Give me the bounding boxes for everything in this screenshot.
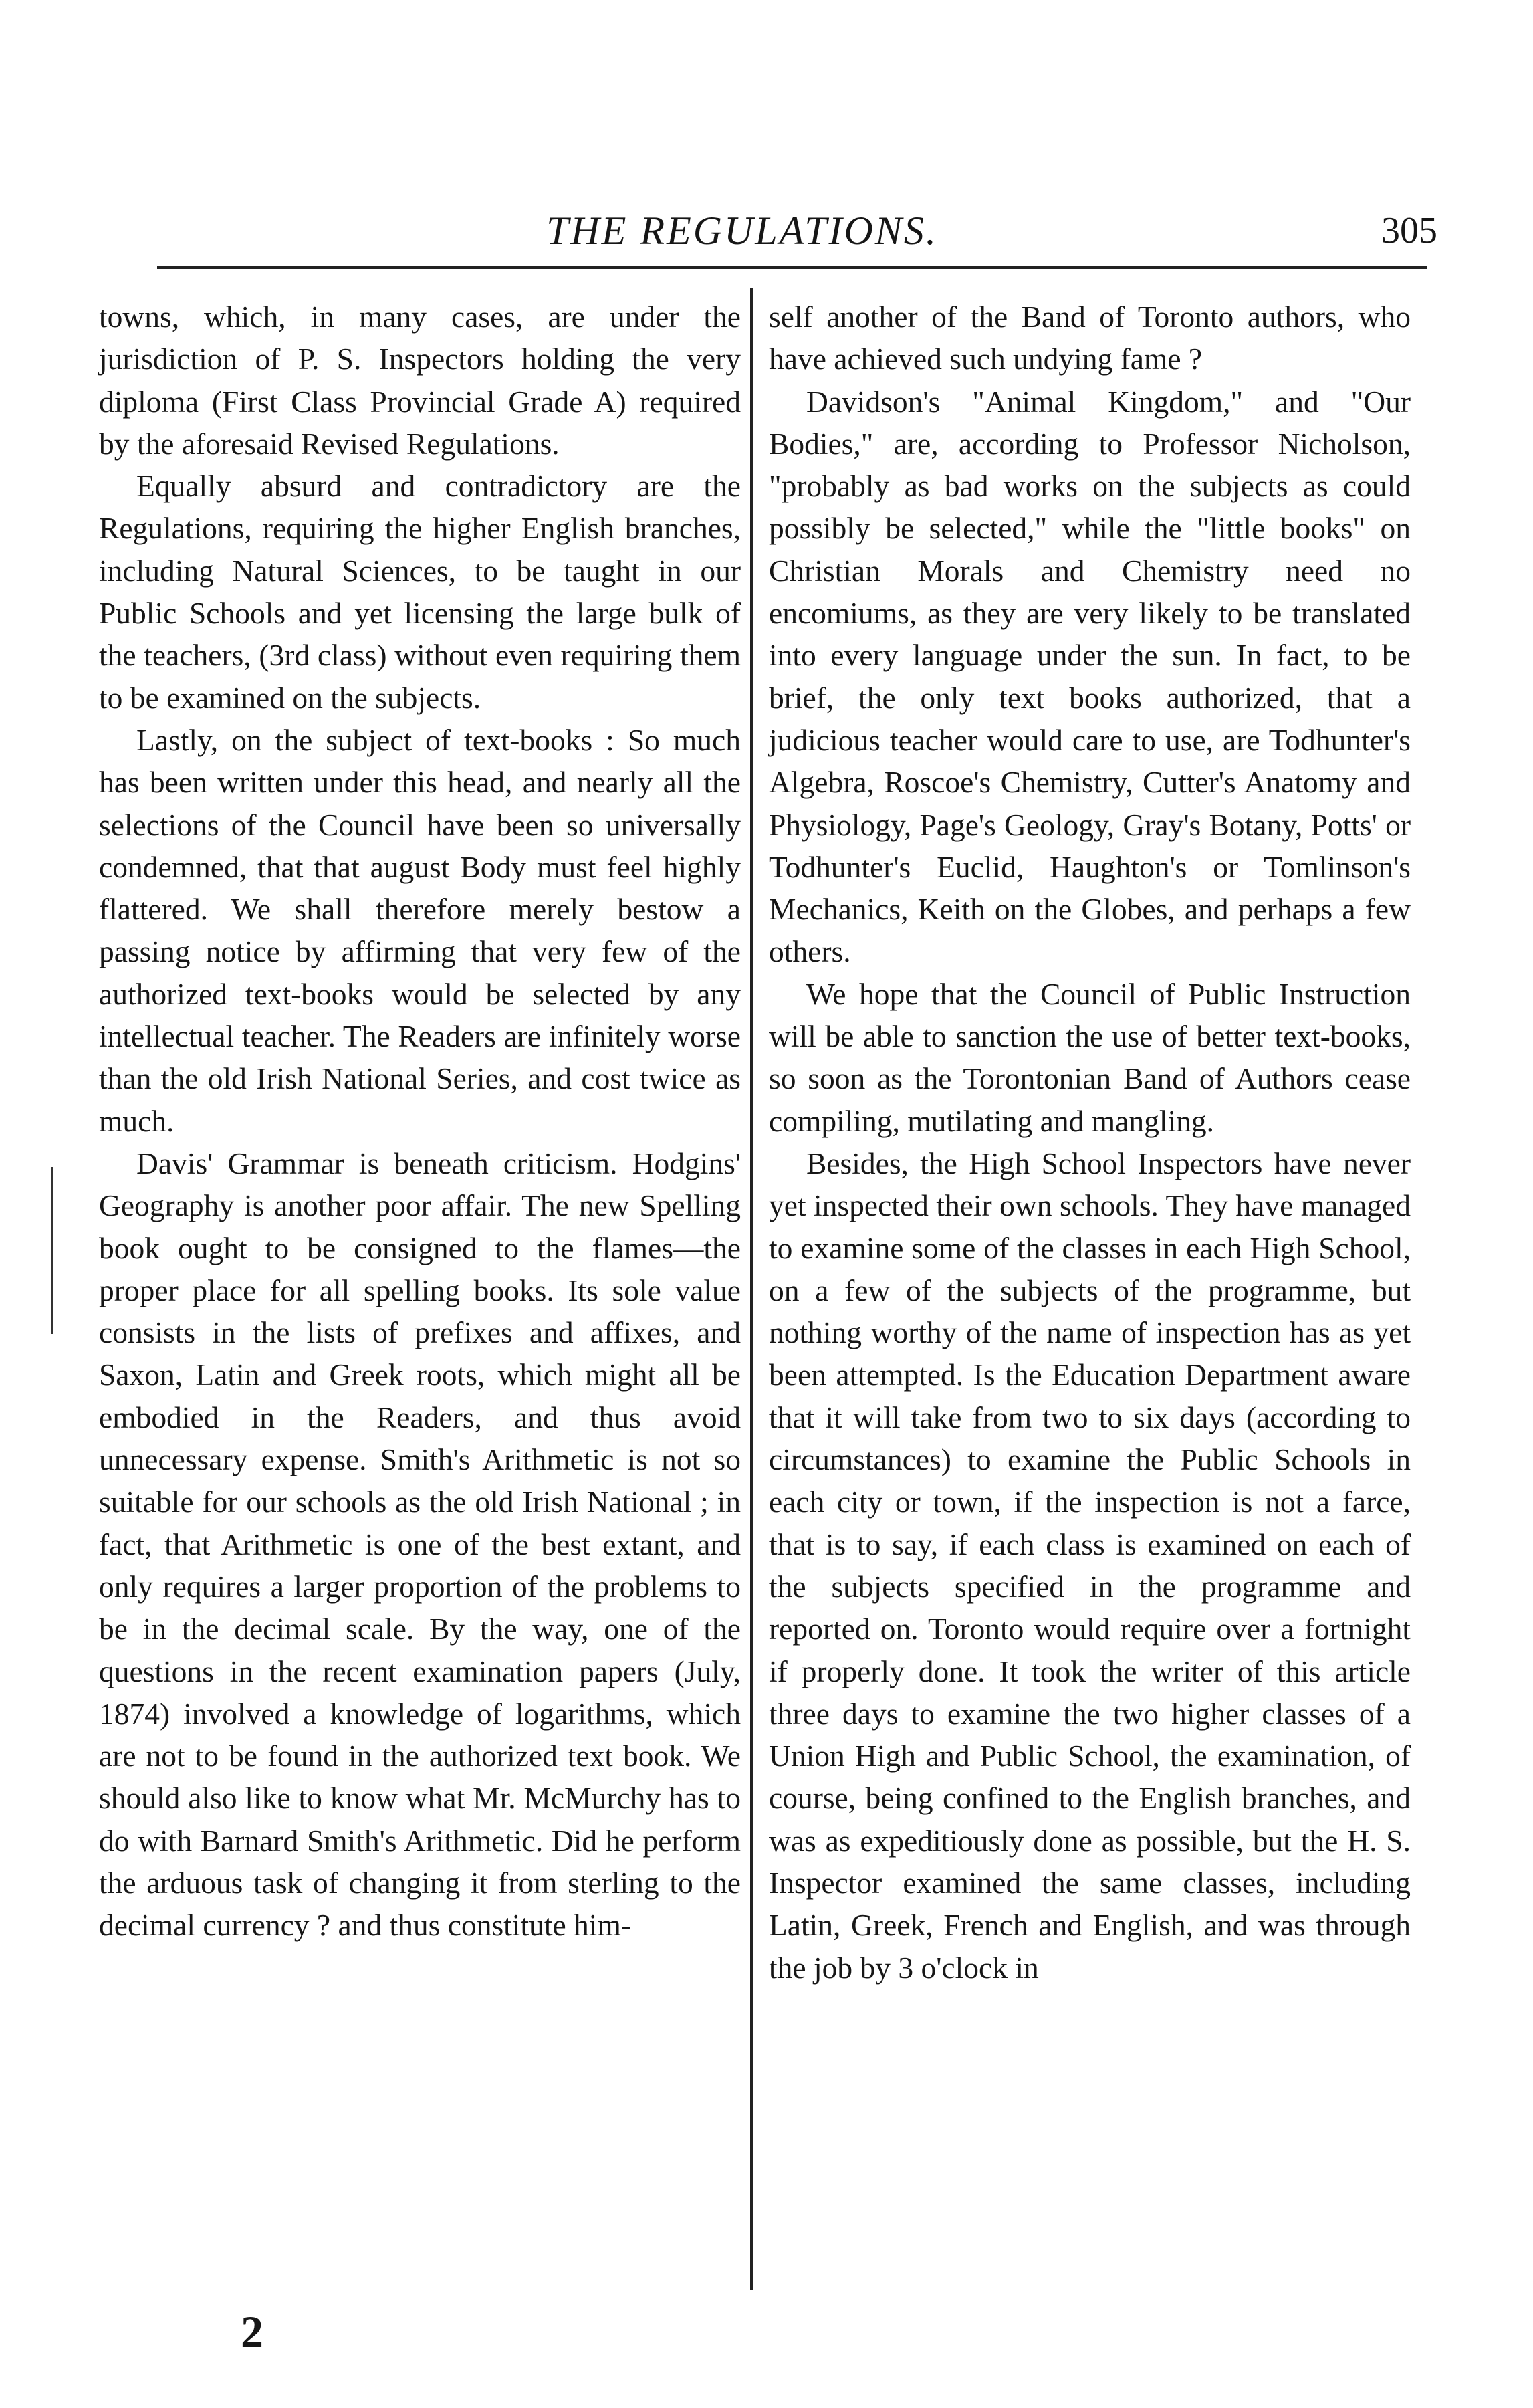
page-number: 305	[1381, 210, 1437, 251]
signature-mark: 2	[241, 2306, 263, 2357]
paragraph: Equally absurd and contradictory are the Regulations, requiring the higher English branches, including Natural Sciences, to be taught in our Public Schools and yet licensing the large bulk of the teachers, (3rd class) without even requiring them to be examined on the subjects.	[99, 469, 741, 715]
running-head	[0, 201, 1533, 261]
right-column	[769, 296, 1411, 1989]
paragraph: Lastly, on the subject of text-books : So much has been written under this head, and nearly all the selections of the Council have been so universally condemned, that that august Body must feel highly flattered. We shall therefore merely bestow a passing notice by affirming that very few of the authorized text-books would be selected by any intellectual teacher. The Readers are infinitely worse than the old Irish National Series, and cost twice as much.	[99, 722, 741, 1138]
header-rule	[157, 266, 1427, 269]
paragraph: We hope that the Council of Public Instruction will be able to sanction the use of better text-books, so soon as the Torontonian Band of Authors cease compiling, mutilating and mangling.	[769, 976, 1411, 1138]
paragraph: self another of the Band of Toronto authors, who have achieved such undying fame ?	[769, 300, 1411, 376]
left-column	[99, 296, 741, 1947]
margin-mark	[51, 1167, 53, 1334]
paragraph: Davis' Grammar is beneath criticism. Hodgins' Geography is another poor affair. The new Spelling book ought to be consigned to the flames—the proper place for all spelling books. Its sole value consists in the lists of prefixes and affixes, and Saxon, Latin and Greek roots, which might all be embodied in the Readers, and thus avoid unnecessary expense. Smith's Arithmetic is not so suitable for our schools as the old Irish National ; in fact, that Arithmetic is one of the best extant, and only requires a larger proportion of the problems to be in the decimal scale. By the way, one of the questions in the recent examination papers (July, 1874) involved a knowledge of logarithms, which are not to be found in the authorized text book. We should also like to know what Mr. McMurchy has to do with Barnard Smith's Arithmetic. Did he perform the arduous task of changing it from sterling to the decimal currency ? and thus constitute him-	[99, 1145, 741, 1943]
paragraph: Davidson's "Animal Kingdom," and "Our Bodies," are, according to Professor Nicholson, "probably as bad works on the subjects as could possibly be selected," while the "little books" on Christian Morals and Chemistry need no encomiums, as they are very likely to be translated into every language under the sun. In fact, to be brief, the only text books authorized, that a judicious teacher would care to use, are Todhunter's Algebra, Roscoe's Chemistry, Cutter's Anatomy and Physiology, Page's Geology, Gray's Botany, Potts' or Todhunter's Euclid, Haughton's or Tomlinson's Mechanics, Keith on the Globes, and perhaps a few others.	[769, 384, 1411, 969]
paragraph: Besides, the High School Inspectors have never yet inspected their own schools. They have managed to examine some of the classes in each High School, on a few of the subjects of the programme, but nothing worthy of the name of inspection has as yet been attempted. Is the Education Department aware that it will take from two to six days (according to circumstances) to examine the Public Schools in each city or town, if the inspection is not a farce, that is to say, if each class is examined on each of the subjects specified in the programme and reported on. Toronto would require over a fortnight if properly done. It took the writer of this article three days to examine the two higher classes of a Union High and Public School, the examination, of course, being confined to the English branches, and was as expeditiously done as possible, but the H. S. Inspector examined the same classes, including Latin, Greek, French and English, and was through the job by 3 o'clock in	[769, 1145, 1411, 1985]
paragraph: towns, which, in many cases, are under the jurisdiction of P. S. Inspectors holding the very diploma (First Class Provincial Grade A) required by the aforesaid Revised Regulations.	[99, 300, 741, 461]
column-divider	[750, 288, 753, 2290]
running-title: THE REGULATIONS.	[546, 209, 938, 253]
